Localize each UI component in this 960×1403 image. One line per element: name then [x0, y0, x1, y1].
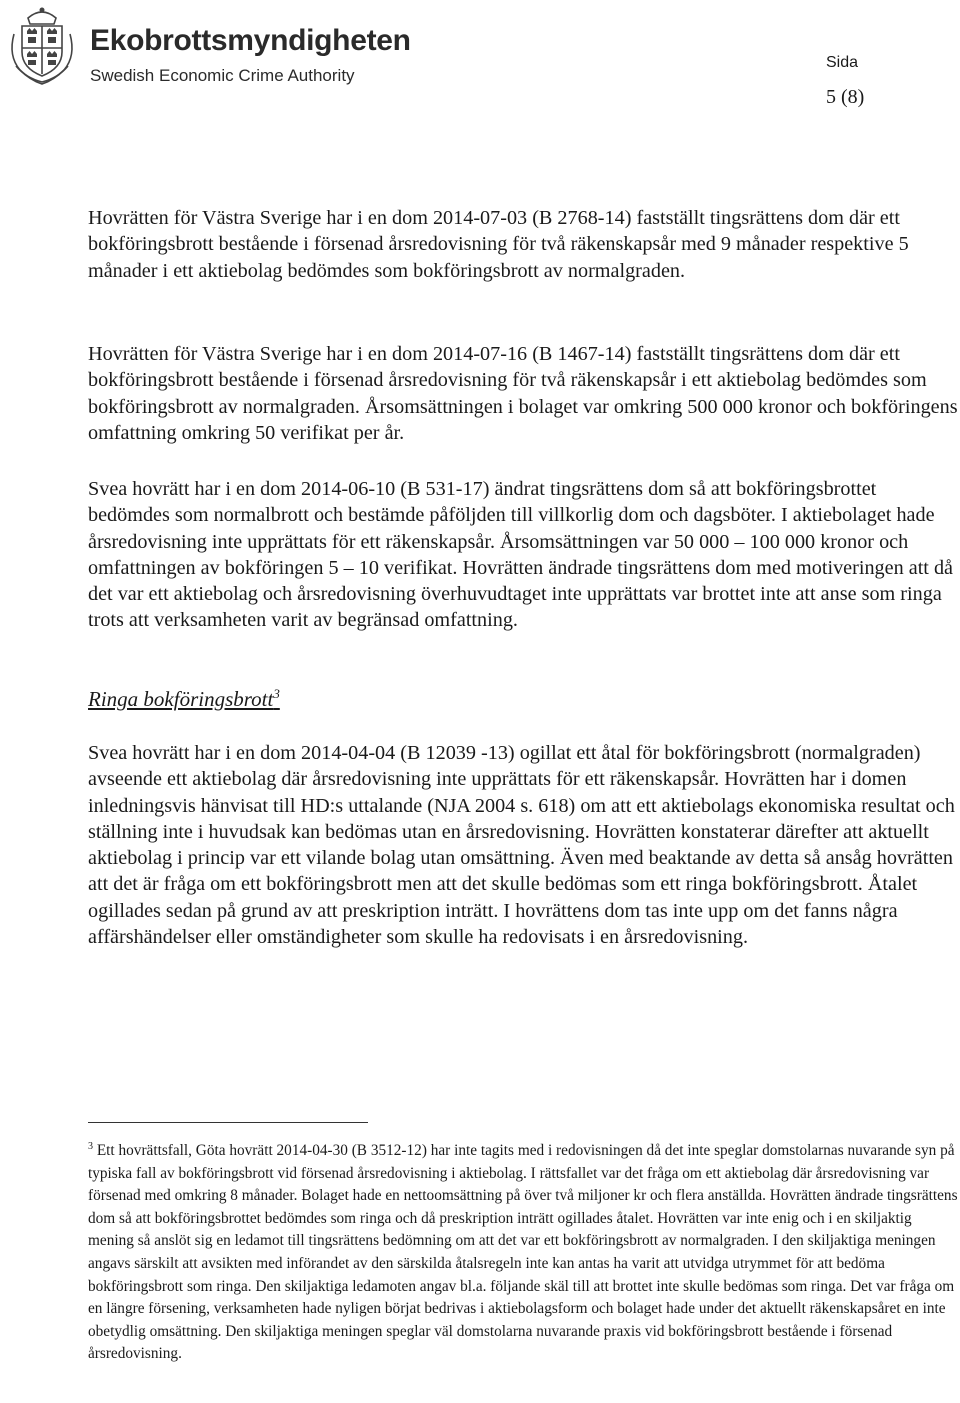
paragraph-2	[88, 341, 960, 446]
page-number: 5 (8)	[826, 86, 865, 108]
heading-text: Ringa bokföringsbrott	[88, 687, 274, 711]
paragraph-1	[88, 205, 960, 284]
paragraph-text: Svea hovrätt har i en dom 2014-04-04 (B 12039 -13) ogillat ett åtal för bokföringsbrott (normalgraden) avseende ett aktiebolag där årsredovisning inte upprättats för ett räkenskapsår. Hovrätten har i domen inledningsvis hänvisat till HD:s uttalande (NJA 2004 s. 618) om att ett aktiebolags ekonomiska resultat och ställning inte i huvudsak kan bedömas utan en årsredovisning. Hovrätten konstaterar därefter att aktuellt aktiebolag i princip var ett vilande bolag utan omsättning. Även med beaktande av detta så ansåg hovrätten att det är fråga om ett bokföringsbrott men att det skulle bedömas som ett ringa bokföringsbrott. Åtalet ogillades sedan på grund av att preskription inträtt. I hovrättens dom tas inte upp om det fanns några affärshändelser eller omständigheter som skulle ha redovisats i en årsredovisning.	[88, 742, 955, 949]
paragraph-text: Svea hovrätt har i en dom 2014-06-10 (B 531-17) ändrat tingsrättens dom så att bokföringsbrottet bedömdes som normalbrott och bestämde påföljden till villkorlig dom och dagsböter. I aktiebolaget hade årsredovisning inte upprättats för ett räkenskapsår. Årsomsättningen var 50 000 – 100 000 kronor och omfattningen av bokföringen 5 – 10 verifikat. Hovrätten ändrade tingsrättens dom med motiveringen att då det var ett aktiebolag och årsredovisning överhuvudtaget inte upprättats var brottet inte att anse som ringa trots att verksamheten varit av begränsad omfattning.	[88, 478, 954, 632]
section-heading	[88, 686, 280, 712]
logo-name: Ekobrottsmyndigheten	[90, 24, 411, 57]
logo-subtitle: Swedish Economic Crime Authority	[90, 66, 355, 85]
footnote-reference[interactable]: 3	[273, 686, 280, 701]
authority-logo	[6, 4, 411, 88]
paragraph-4	[88, 740, 960, 950]
footnote-number: 3	[88, 1141, 93, 1152]
paragraph-text: Hovrätten för Västra Sverige har i en dom 2014-07-03 (B 2768-14) fastställt tingsrättens dom där ett bokföringsbrott bestående i försenad årsredovisning för två räkenskapsår med 9 månader respektive 5 månader i ett aktiebolag bedömdes som bokföringsbrott av normalgraden.	[88, 207, 909, 282]
paragraph-text: Hovrätten för Västra Sverige har i en dom 2014-07-16 (B 1467-14) fastställt tingsrättens dom där ett bokföringsbrott bestående i försenad årsredovisning för två räkenskapsår i ett aktiebolag bedömdes som bokföringsbrott av normalgraden. Årsomsättningen i bolaget var omkring 500 000 kronor och bokföringens omfattning omkring 50 verifikat per år.	[88, 343, 958, 444]
paragraph-3	[88, 476, 960, 634]
footnote	[88, 1136, 960, 1366]
page-label: Sida	[826, 54, 859, 71]
footnote-separator	[88, 1122, 368, 1123]
footnote-text: Ett hovrättsfall, Göta hovrätt 2014-04-30 (B 3512-12) har inte tagits med i redovisningen då det inte speglar domstolarnas nuvarande syn på typiska fall av bokföringsbrott vid försenad årsredovisning i aktiebolag. I rättsfallet var det fråga om ett aktiebolag där årsredovisning var försenad med omkring 8 månader. Bolaget hade en nettoomsättning på över två miljoner kr och flera anställda. Hovrätten ändrade tingsrättens dom så att bokföringsbrottet bedömdes som ringa och då preskription inträtt ogillades åtalet. Hovrätten var inte enig och i en skiljaktig mening så anslöt sig en ledamot till tingsrättens bedömning om att det var ett bokföringsbrott av normalgraden. I den skiljaktiga meningen angavs särskilt att avsikten med införandet av den särskilda åtalsregeln inte kan antas ha varit att utvidga utrymmet för att bedöma bokföringsbrott som ringa. Den skiljaktiga ledamoten angav bl.a. följande skäl till att brottet inte skulle bedömas som ringa. Det var fråga om en längre försening, verksamheten hade nyligen börjat bedrivas i aktiebolagsform och bolaget hade under det aktuellt räkenskapsåret en inte obetydlig omsättning. Den skiljaktiga meningen speglar väl domstolarna nuvarande praxis vid bokföringsbrott bestående i försenad årsredovisning.	[88, 1142, 958, 1363]
crest-icon	[6, 4, 78, 88]
